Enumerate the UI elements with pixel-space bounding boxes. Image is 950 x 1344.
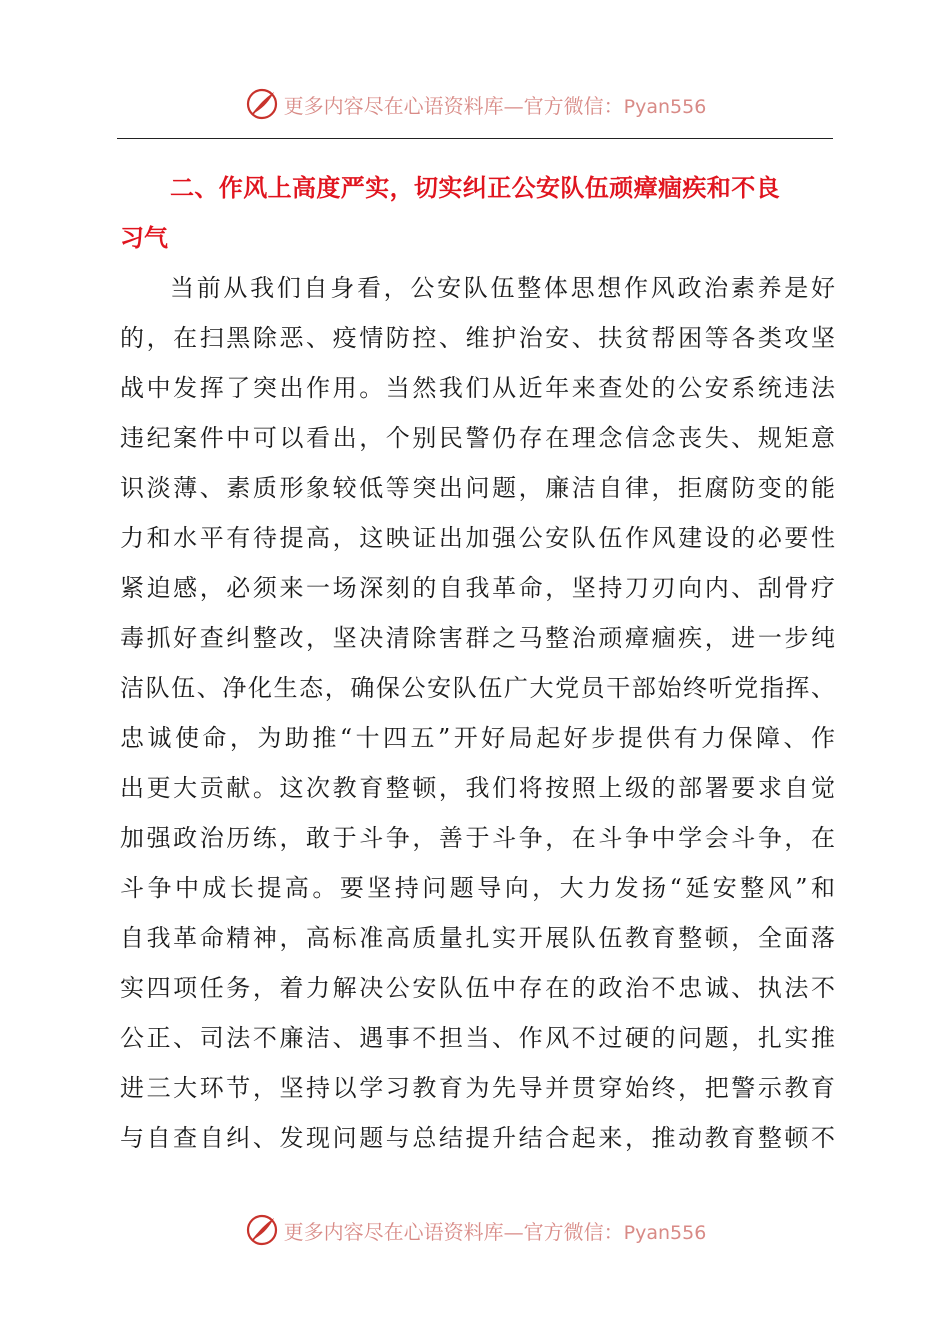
text-line: 洁队伍、净化生态，确保公安队伍广大党员干部始终听党指挥、 <box>120 674 835 702</box>
text-line: 的，在扫黑除恶、疫情防控、维护治安、扶贫帮困等各类攻坚 <box>120 324 835 352</box>
text-line: 进三大环节，坚持以学习教育为先导并贯穿始终，把警示教育 <box>120 1074 835 1102</box>
header-divider <box>117 138 833 139</box>
heading-line-2: 习气 <box>120 224 168 252</box>
quill-logo-icon <box>244 1212 280 1248</box>
text-line: 实四项任务，着力解决公安队伍中存在的政治不忠诚、执法不 <box>120 974 835 1002</box>
wechat-id: Pyan556 <box>623 95 707 118</box>
wechat-id: Pyan556 <box>623 1221 707 1244</box>
text-line: 识淡薄、素质形象较低等突出问题，廉洁自律，拒腐防变的能 <box>120 474 835 502</box>
heading-line-1: 二、作风上高度严实，切实纠正公安队伍顽瘴痼疾和不良 <box>170 174 780 202</box>
quill-logo-icon <box>244 86 280 122</box>
body-paragraph <box>120 263 835 1163</box>
text-line: 紧迫感，必须来一场深刻的自我革命，坚持刀刃向内、刮骨疗 <box>120 574 835 602</box>
text-line: 加强政治历练，敢于斗争，善于斗争，在斗争中学会斗争，在 <box>120 824 835 852</box>
text-line: 违纪案件中可以看出，个别民警仍存在理念信念丧失、规矩意 <box>120 424 835 452</box>
text-line: 与自查自纠、发现问题与总结提升结合起来，推动教育整顿不 <box>120 1124 835 1152</box>
text-line: 毒抓好查纠整改，坚决清除害群之马整治顽瘴痼疾，进一步纯 <box>120 624 835 652</box>
text-line: 战中发挥了突出作用。当然我们从近年来查处的公安系统违法 <box>120 374 835 402</box>
text-line: 自我革命精神，高标准高质量扎实开展队伍教育整顿，全面落 <box>120 924 835 952</box>
header-watermark-banner <box>0 84 950 124</box>
banner-text: 更多内容尽在心语资料库—官方微信：Pyan556 <box>283 93 707 118</box>
text-line: 忠诚使命，为助推“十四五”开好局起好步提供有力保障、作 <box>120 724 835 752</box>
text-line: 出更大贡献。这次教育整顿，我们将按照上级的部署要求自觉 <box>120 774 835 802</box>
text-line: 斗争中成长提高。要坚持问题导向，大力发扬“延安整风”和 <box>120 874 835 902</box>
banner-text: 更多内容尽在心语资料库—官方微信：Pyan556 <box>283 1219 707 1244</box>
footer-watermark-banner <box>0 1210 950 1250</box>
text-line: 当前从我们自身看，公安队伍整体思想作风政治素养是好 <box>170 274 835 302</box>
text-line: 公正、司法不廉洁、遇事不担当、作风不过硬的问题，扎实推 <box>120 1024 835 1052</box>
section-heading <box>120 163 835 263</box>
text-line: 力和水平有待提高，这映证出加强公安队伍作风建设的必要性 <box>120 524 835 552</box>
